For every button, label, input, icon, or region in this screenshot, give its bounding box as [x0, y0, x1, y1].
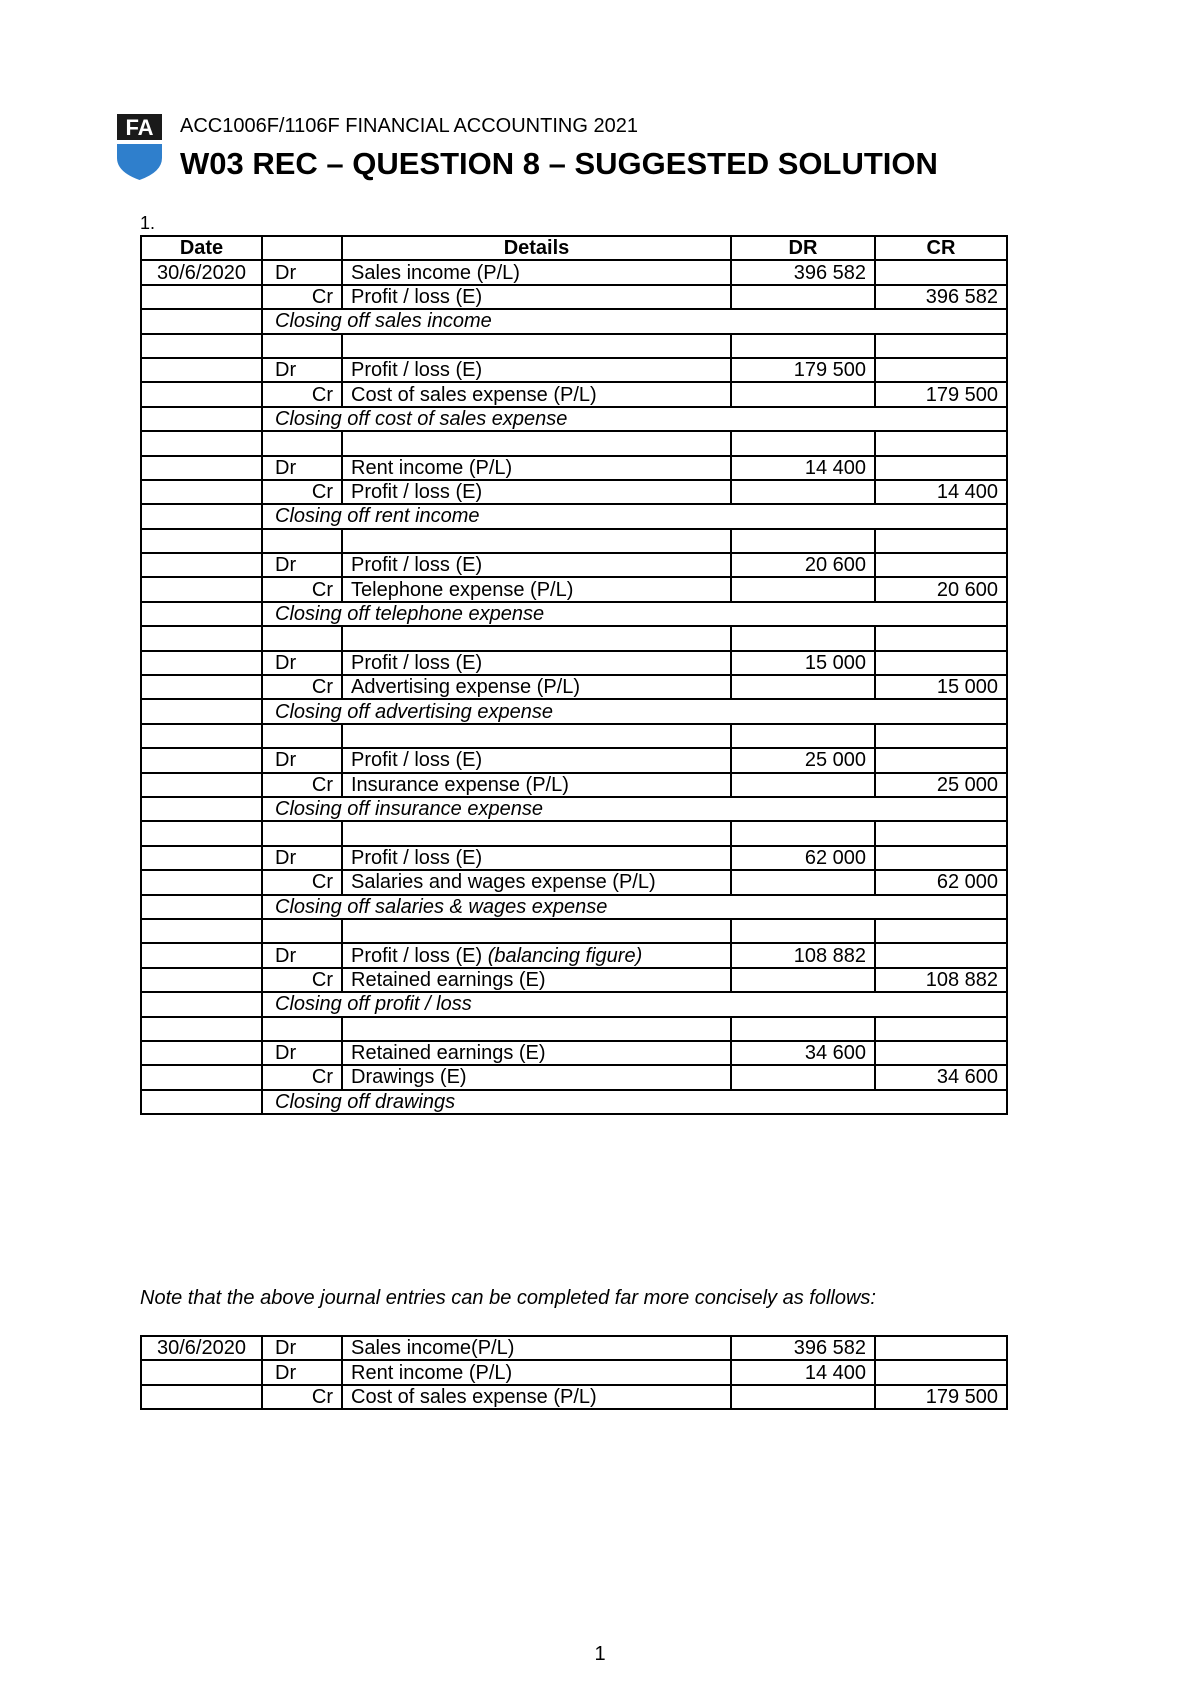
narration-cell: Closing off sales income — [262, 309, 1007, 333]
side-cell: Dr — [262, 1360, 342, 1384]
column-header-side — [262, 236, 342, 260]
date-cell — [141, 1090, 262, 1114]
dr-amount-cell: 34 600 — [731, 1041, 875, 1065]
date-cell — [141, 797, 262, 821]
side-cell — [262, 626, 342, 650]
details-cell — [342, 285, 731, 309]
dr-amount-cell — [731, 870, 875, 894]
journal-entry-row — [141, 748, 1007, 772]
date-cell — [141, 821, 262, 845]
side-cell — [262, 529, 342, 553]
narration-cell: Closing off telephone expense — [262, 602, 1007, 626]
details-cell — [342, 626, 731, 650]
dr-amount-cell: 108 882 — [731, 943, 875, 967]
cr-amount-cell — [875, 846, 1007, 870]
date-cell — [141, 285, 262, 309]
details-cell — [342, 821, 731, 845]
date-cell — [141, 334, 262, 358]
side-cell: Dr — [262, 456, 342, 480]
cr-amount-cell: 20 600 — [875, 577, 1007, 601]
blank-row — [141, 724, 1007, 748]
dr-amount-cell — [731, 382, 875, 406]
narration-cell: Closing off salaries & wages expense — [262, 895, 1007, 919]
cr-amount-cell — [875, 456, 1007, 480]
account-name: Cost of sales expense (P/L) — [351, 383, 597, 406]
dr-amount-cell: 15 000 — [731, 651, 875, 675]
account-name: Profit / loss (E) — [351, 651, 483, 674]
dr-amount-cell — [731, 773, 875, 797]
concise-entry-row — [141, 1336, 1007, 1360]
cr-amount-cell — [875, 334, 1007, 358]
cr-amount-cell — [875, 919, 1007, 943]
dr-amount-cell — [731, 724, 875, 748]
blank-row — [141, 529, 1007, 553]
date-cell — [141, 943, 262, 967]
dr-amount-cell — [731, 821, 875, 845]
blank-row — [141, 821, 1007, 845]
dr-amount-cell — [731, 675, 875, 699]
date-cell — [141, 748, 262, 772]
date-cell — [141, 773, 262, 797]
date-cell: 30/6/2020 — [141, 260, 262, 284]
logo-text: FA — [125, 115, 154, 140]
side-cell: Dr — [262, 748, 342, 772]
cr-amount-cell: 396 582 — [875, 285, 1007, 309]
date-cell — [141, 602, 262, 626]
journal-entry-row — [141, 846, 1007, 870]
journal-entry-row — [141, 382, 1007, 406]
narration-cell: Closing off profit / loss — [262, 992, 1007, 1016]
dr-amount-cell — [731, 1065, 875, 1089]
side-cell: Cr — [262, 675, 342, 699]
details-cell — [342, 773, 731, 797]
date-cell: 30/6/2020 — [141, 1336, 262, 1360]
details-cell — [342, 358, 731, 382]
date-cell — [141, 529, 262, 553]
blank-row — [141, 431, 1007, 455]
date-cell — [141, 431, 262, 455]
account-name: Profit / loss (E) — [351, 285, 483, 308]
journal-entry-row — [141, 358, 1007, 382]
date-cell — [141, 895, 262, 919]
cr-amount-cell — [875, 1336, 1007, 1360]
dr-amount-cell — [731, 1385, 875, 1409]
side-cell: Dr — [262, 1336, 342, 1360]
note-text: Note that the above journal entries can be completed far more concisely as follows: — [140, 1287, 876, 1309]
side-cell — [262, 821, 342, 845]
side-cell: Dr — [262, 358, 342, 382]
dr-amount-cell: 20 600 — [731, 553, 875, 577]
side-cell — [262, 1017, 342, 1041]
narration-row — [141, 797, 1007, 821]
date-cell — [141, 699, 262, 723]
date-cell — [141, 919, 262, 943]
date-cell — [141, 456, 262, 480]
journal-entry-row — [141, 773, 1007, 797]
cr-amount-cell — [875, 1360, 1007, 1384]
date-cell — [141, 358, 262, 382]
side-cell: Dr — [262, 651, 342, 675]
column-header-dr: DR — [731, 236, 875, 260]
cr-amount-cell — [875, 260, 1007, 284]
cr-amount-cell — [875, 748, 1007, 772]
account-name: Insurance expense (P/L) — [351, 773, 569, 796]
details-cell — [342, 651, 731, 675]
narration-row — [141, 602, 1007, 626]
account-name: Drawings (E) — [351, 1066, 467, 1089]
side-cell: Cr — [262, 382, 342, 406]
dr-amount-cell — [731, 480, 875, 504]
details-cell — [342, 748, 731, 772]
details-cell — [342, 968, 731, 992]
date-cell — [141, 504, 262, 528]
details-cell: Sales income(P/L) — [342, 1336, 731, 1360]
narration-row — [141, 407, 1007, 431]
dr-amount-cell — [731, 334, 875, 358]
column-header-date: Date — [141, 236, 262, 260]
cr-amount-cell: 14 400 — [875, 480, 1007, 504]
column-header-cr: CR — [875, 236, 1007, 260]
date-cell — [141, 626, 262, 650]
date-cell — [141, 870, 262, 894]
details-cell — [342, 675, 731, 699]
document-title: W03 REC – QUESTION 8 – SUGGESTED SOLUTION — [180, 146, 938, 181]
journal-entry-row — [141, 285, 1007, 309]
date-cell — [141, 675, 262, 699]
account-name: Retained earnings (E) — [351, 968, 546, 991]
cr-amount-cell — [875, 431, 1007, 455]
details-cell — [342, 943, 731, 967]
dr-amount-cell — [731, 968, 875, 992]
details-cell: Rent income (P/L) — [342, 1360, 731, 1384]
journal-entry-row — [141, 577, 1007, 601]
concise-journal-table — [140, 1335, 1008, 1410]
date-cell — [141, 1041, 262, 1065]
date-cell — [141, 382, 262, 406]
details-cell — [342, 1065, 731, 1089]
account-name: Profit / loss (E) — [351, 749, 483, 772]
details-cell — [342, 846, 731, 870]
side-cell: Cr — [262, 480, 342, 504]
cr-amount-cell — [875, 1017, 1007, 1041]
cr-amount-cell — [875, 358, 1007, 382]
journal-entry-row — [141, 1041, 1007, 1065]
side-cell: Dr — [262, 553, 342, 577]
account-name: Profit / loss (E) — [351, 846, 483, 869]
details-cell — [342, 577, 731, 601]
cr-amount-cell: 179 500 — [875, 382, 1007, 406]
side-cell: Cr — [262, 285, 342, 309]
journal-entry-row — [141, 553, 1007, 577]
cr-amount-cell — [875, 724, 1007, 748]
narration-cell: Closing off rent income — [262, 504, 1007, 528]
date-cell — [141, 846, 262, 870]
narration-row — [141, 992, 1007, 1016]
journal-entry-row — [141, 480, 1007, 504]
details-cell — [342, 870, 731, 894]
concise-entry-row — [141, 1360, 1007, 1384]
narration-cell: Closing off advertising expense — [262, 699, 1007, 723]
journal-entry-row — [141, 651, 1007, 675]
side-cell: Dr — [262, 846, 342, 870]
details-cell: Cost of sales expense (P/L) — [342, 1385, 731, 1409]
narration-cell: Closing off insurance expense — [262, 797, 1007, 821]
cr-amount-cell — [875, 1041, 1007, 1065]
narration-row — [141, 309, 1007, 333]
journal-table — [140, 235, 1008, 1115]
narration-row — [141, 895, 1007, 919]
date-cell — [141, 724, 262, 748]
concise-entry-row — [141, 1385, 1007, 1409]
account-name: Profit / loss (E) — [351, 481, 483, 504]
narration-row — [141, 504, 1007, 528]
side-cell: Dr — [262, 1041, 342, 1065]
cr-amount-cell: 15 000 — [875, 675, 1007, 699]
dr-amount-cell — [731, 577, 875, 601]
side-cell: Dr — [262, 943, 342, 967]
details-cell — [342, 431, 731, 455]
cr-amount-cell: 25 000 — [875, 773, 1007, 797]
details-cell — [342, 919, 731, 943]
account-name: Profit / loss (E) — [351, 944, 483, 967]
cr-amount-cell: 179 500 — [875, 1385, 1007, 1409]
journal-entry-row — [141, 968, 1007, 992]
blank-row — [141, 1017, 1007, 1041]
cr-amount-cell — [875, 821, 1007, 845]
journal-entry-row — [141, 943, 1007, 967]
dr-amount-cell — [731, 626, 875, 650]
cr-amount-cell — [875, 626, 1007, 650]
blank-row — [141, 334, 1007, 358]
cr-amount-cell: 108 882 — [875, 968, 1007, 992]
account-name: Profit / loss (E) — [351, 554, 483, 577]
date-cell — [141, 407, 262, 431]
cr-amount-cell — [875, 553, 1007, 577]
narration-cell: Closing off drawings — [262, 1090, 1007, 1114]
side-cell — [262, 919, 342, 943]
date-cell — [141, 651, 262, 675]
cr-amount-cell — [875, 943, 1007, 967]
cr-amount-cell: 34 600 — [875, 1065, 1007, 1089]
date-cell — [141, 1017, 262, 1041]
dr-amount-cell — [731, 529, 875, 553]
cr-amount-cell — [875, 529, 1007, 553]
journal-entry-row — [141, 456, 1007, 480]
cr-amount-cell — [875, 651, 1007, 675]
column-header-details: Details — [342, 236, 731, 260]
dr-amount-cell: 179 500 — [731, 358, 875, 382]
dr-amount-cell: 14 400 — [731, 1360, 875, 1384]
account-name: Retained earnings (E) — [351, 1042, 546, 1065]
journal-entry-row — [141, 1065, 1007, 1089]
dr-amount-cell: 62 000 — [731, 846, 875, 870]
side-cell: Cr — [262, 773, 342, 797]
journal-body — [141, 260, 1007, 1114]
date-cell — [141, 553, 262, 577]
date-cell — [141, 309, 262, 333]
journal-header-row — [141, 236, 1007, 260]
side-cell: Cr — [262, 577, 342, 601]
side-cell — [262, 334, 342, 358]
dr-amount-cell: 14 400 — [731, 456, 875, 480]
dr-amount-cell — [731, 285, 875, 309]
blank-row — [141, 626, 1007, 650]
fa-logo — [117, 114, 162, 180]
account-name: Advertising expense (P/L) — [351, 676, 581, 699]
dr-amount-cell — [731, 431, 875, 455]
details-cell — [342, 334, 731, 358]
dr-amount-cell: 396 582 — [731, 1336, 875, 1360]
dr-amount-cell: 396 582 — [731, 260, 875, 284]
side-cell: Cr — [262, 870, 342, 894]
narration-row — [141, 699, 1007, 723]
date-cell — [141, 1360, 262, 1384]
date-cell — [141, 1065, 262, 1089]
date-cell — [141, 992, 262, 1016]
account-name: Sales income (P/L) — [351, 261, 520, 284]
page-number: 1 — [594, 1643, 606, 1665]
narration-cell: Closing off cost of sales expense — [262, 407, 1007, 431]
details-cell — [342, 553, 731, 577]
date-cell — [141, 577, 262, 601]
details-cell — [342, 382, 731, 406]
details-cell — [342, 529, 731, 553]
side-cell: Cr — [262, 968, 342, 992]
question-number: 1. — [140, 213, 156, 233]
side-cell: Cr — [262, 1385, 342, 1409]
journal-entry-row — [141, 675, 1007, 699]
journal-entry-row — [141, 870, 1007, 894]
concise-body — [141, 1336, 1007, 1409]
dr-amount-cell: 25 000 — [731, 748, 875, 772]
date-cell — [141, 968, 262, 992]
dr-amount-cell — [731, 1017, 875, 1041]
course-title: ACC1006F/1106F FINANCIAL ACCOUNTING 2021 — [180, 115, 638, 137]
account-name: Profit / loss (E) — [351, 359, 483, 382]
details-cell — [342, 724, 731, 748]
details-cell — [342, 1041, 731, 1065]
details-cell — [342, 480, 731, 504]
side-cell: Cr — [262, 1065, 342, 1089]
side-cell — [262, 724, 342, 748]
date-cell — [141, 1385, 262, 1409]
account-name: Rent income (P/L) — [351, 456, 513, 479]
details-cell — [342, 456, 731, 480]
blank-row — [141, 919, 1007, 943]
side-cell — [262, 431, 342, 455]
side-cell: Dr — [262, 260, 342, 284]
details-cell — [342, 260, 731, 284]
cr-amount-cell: 62 000 — [875, 870, 1007, 894]
date-cell — [141, 480, 262, 504]
details-note: (balancing figure) — [487, 944, 643, 967]
account-name: Salaries and wages expense (P/L) — [351, 871, 656, 894]
details-cell — [342, 1017, 731, 1041]
journal-entry-row — [141, 260, 1007, 284]
dr-amount-cell — [731, 919, 875, 943]
narration-row — [141, 1090, 1007, 1114]
account-name: Telephone expense (P/L) — [351, 578, 574, 601]
